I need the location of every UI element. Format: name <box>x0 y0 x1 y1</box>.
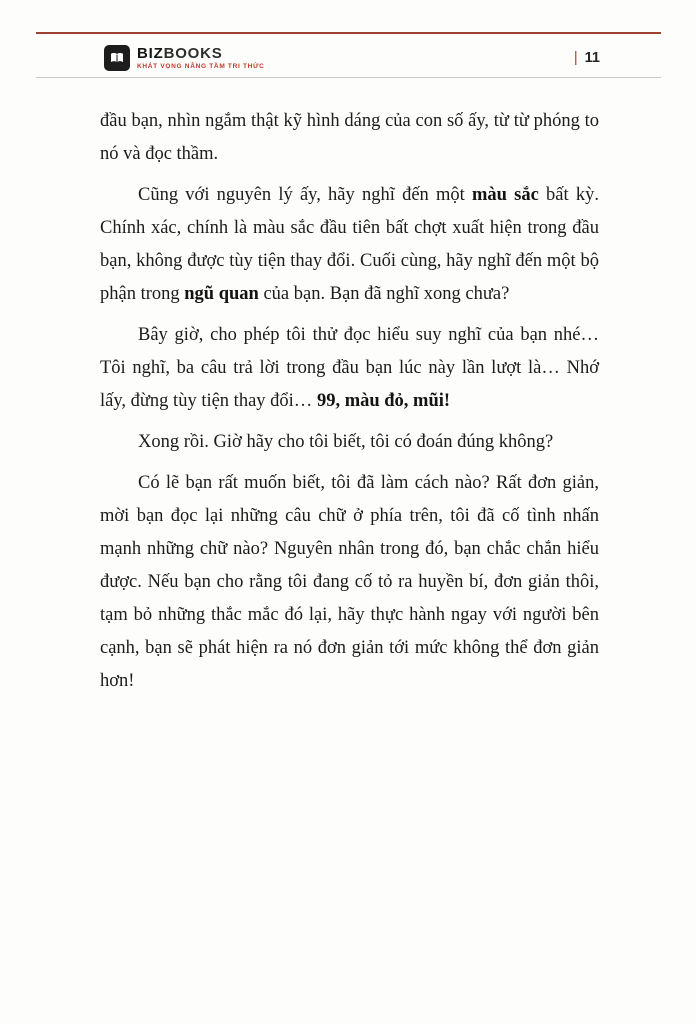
text-segment: Xong rồi. Giờ hãy cho tôi biết, tôi có đoán đúng không? <box>138 432 554 452</box>
publisher-brand <box>104 45 265 71</box>
brand-text <box>137 46 265 71</box>
page-number-separator: | <box>573 50 578 66</box>
bold-segment: màu sắc <box>472 185 539 205</box>
text-segment: của bạn. Bạn đã nghĩ xong chưa? <box>258 284 510 304</box>
page-number-value: 11 <box>584 50 600 66</box>
paragraph-3 <box>100 319 599 418</box>
brand-name-books: BOOKS <box>163 44 223 62</box>
text-segment: bất kỳ. Chính xác, chính là màu sắc đầu tiên bất chợt xuất hiện trong đầu bạn, không được tùy tiện thay đổi. Cuối cùng, hãy nghĩ đến một bộ phận trong <box>100 185 599 304</box>
page-content <box>100 105 599 706</box>
page-header <box>104 42 600 74</box>
bold-segment: ngũ quan <box>184 284 259 304</box>
brand-name <box>137 46 265 61</box>
brand-name-biz: BIZ <box>137 44 164 62</box>
top-divider <box>36 32 661 34</box>
paragraph-5 <box>100 467 599 698</box>
text-segment: Cũng với nguyên lý ấy, hãy nghĩ đến một <box>138 185 473 205</box>
paragraph-1 <box>100 105 599 171</box>
paragraph-2 <box>100 179 599 311</box>
brand-tagline: KHÁT VỌNG NÂNG TẦM TRI THỨC <box>137 62 265 70</box>
page-number <box>574 50 600 66</box>
text-segment: đầu bạn, nhìn ngắm thật kỹ hình dáng của con số ấy, từ từ phóng to nó và đọc thầm. <box>100 111 599 164</box>
header-divider <box>36 77 661 78</box>
bold-segment: 99, màu đỏ, mũi! <box>316 391 451 411</box>
text-segment: Bây giờ, cho phép tôi thử đọc hiểu suy nghĩ của bạn nhé… Tôi nghĩ, ba câu trả lời trong đầu bạn lúc này lần lượt là… Nhớ lấy, đừng tùy tiện thay đổi… <box>100 325 599 411</box>
paragraph-4 <box>100 426 599 459</box>
text-segment: Có lẽ bạn rất muốn biết, tôi đã làm cách nào? Rất đơn giản, mời bạn đọc lại những câu chữ ở phía trên, tôi đã cố tình nhấn mạnh những chữ nào? Nguyên nhân trong đó, bạn chắc chắn hiểu được. Nếu bạn cho rằng tôi đang cố tỏ ra huyền bí, đơn giản thôi, tạm bỏ những thắc mắc đó lại, hãy thực hành ngay với người bên cạnh, bạn sẽ phát hiện ra nó đơn giản tới mức không thể đơn giản hơn! <box>100 473 599 691</box>
bizbooks-logo-icon <box>104 45 130 71</box>
